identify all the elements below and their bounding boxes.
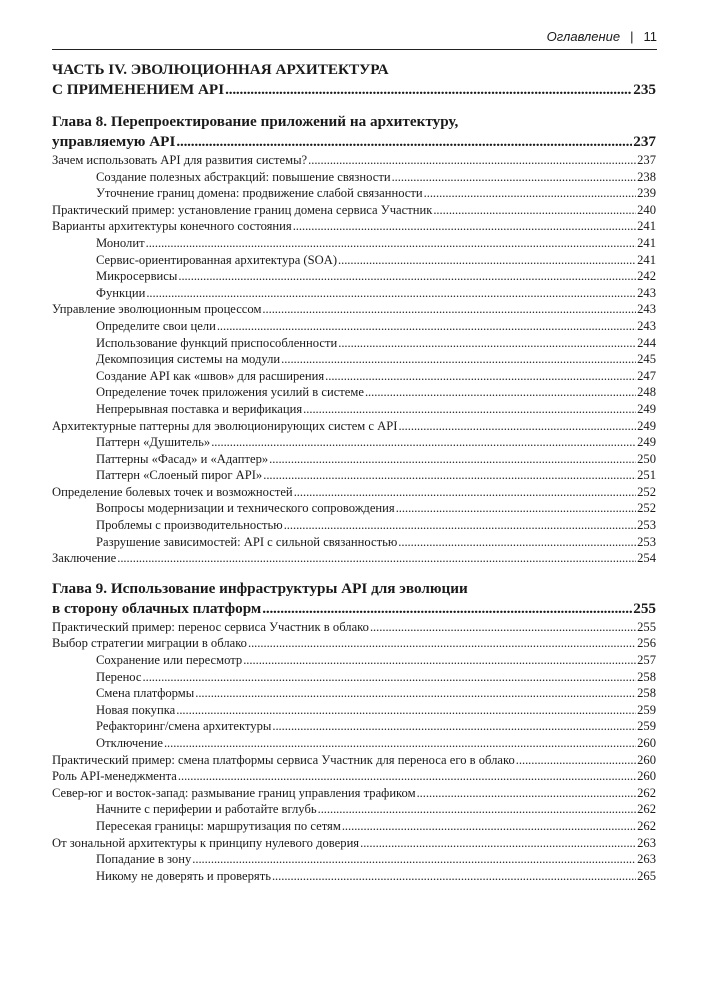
leader-dots (433, 202, 636, 219)
toc-entry-title: Уточнение границ домена: продвижение слабой связанности (96, 186, 423, 201)
leader-dots (248, 635, 636, 652)
toc-entry-page: 243 (637, 285, 656, 300)
leader-dots (272, 868, 636, 885)
toc-entry-title: Отключение (96, 736, 163, 750)
toc-entry-title: Микросервисы (96, 269, 178, 284)
toc-subentry (52, 500, 656, 517)
toc-entry-page: 260 (637, 769, 656, 784)
leader-dots (360, 835, 636, 852)
toc-entry (52, 418, 656, 435)
leader-dots (303, 401, 636, 418)
toc-entry-title: Вопросы модернизации и технического сопровождения (96, 501, 395, 516)
toc-subentry (52, 451, 656, 468)
toc-entry-title: Архитектурные паттерны для эволюционирующих систем с API (52, 418, 398, 433)
leader-dots (424, 185, 636, 202)
toc-entry-title: Роль API-менеджмента (52, 769, 177, 784)
toc-entry-page: 262 (637, 785, 656, 800)
toc-entry-title: Проблемы с производительностью (96, 518, 283, 533)
toc-entry-page: 245 (637, 352, 656, 367)
toc-entry-page: 254 (637, 551, 656, 566)
toc-subentry (52, 169, 656, 186)
toc-entry-page: 248 (637, 385, 656, 400)
toc-entry-title: Монолит (96, 235, 145, 250)
toc-subentry (52, 669, 656, 686)
toc-entry-title: Практический пример: установление границ домена сервиса Участник (52, 202, 433, 217)
toc-entry-title: Непрерывная поставка и верификация (96, 401, 303, 416)
leader-dots (325, 368, 636, 385)
chapter-9-page: 255 (633, 599, 656, 617)
toc-entry-page: 243 (637, 302, 656, 317)
toc-subentry (52, 801, 656, 818)
toc-entry-title: Паттерн «Слоеный пирог API» (96, 468, 263, 483)
toc-entry-page: 244 (637, 335, 656, 350)
toc-entry-page: 240 (637, 202, 656, 217)
toc-entry (52, 635, 656, 652)
leader-dots (146, 285, 636, 302)
toc-subentry (52, 318, 656, 335)
toc-subentry (52, 534, 656, 551)
leader-dots (338, 252, 636, 269)
toc-subentry (52, 685, 656, 702)
chapter-9-title-row (52, 599, 656, 619)
toc-entry-title: Попадание в зону (96, 852, 192, 867)
toc-subentry (52, 467, 656, 484)
leader-dots (146, 235, 637, 252)
leader-dots (178, 268, 636, 285)
leader-dots (294, 484, 636, 501)
toc-entry-page: 242 (637, 269, 656, 284)
toc-subentry (52, 335, 656, 352)
toc-entry-page: 249 (637, 401, 656, 416)
leader-dots (143, 669, 637, 686)
part-title-line1: ЧАСТЬ IV. ЭВОЛЮЦИОННАЯ АРХИТЕКТУРА (52, 61, 389, 78)
part-title-row (52, 80, 656, 100)
toc-entry-title: Заключение (52, 551, 117, 566)
leader-dots (398, 534, 636, 551)
header-page-number: 11 (643, 29, 657, 44)
toc-entry-page: 250 (637, 451, 656, 466)
chapter-9-entries (52, 619, 656, 885)
header-section-title: Оглавление (546, 29, 621, 44)
toc-entry (52, 619, 656, 636)
leader-dots (370, 619, 636, 636)
leader-dots (272, 718, 636, 735)
leader-dots (516, 752, 636, 769)
toc-entry-title: Перенос (96, 669, 142, 684)
toc-entry-title: Рефакторинг/смена архитектуры (96, 719, 272, 734)
toc-subentry (52, 252, 656, 269)
toc-subentry (52, 351, 656, 368)
leader-dots (392, 169, 637, 186)
toc-subentry (52, 818, 656, 835)
toc-entry-title: Практический пример: перенос сервиса Участник в облако (52, 619, 369, 634)
toc-entry-page: 256 (637, 636, 656, 651)
toc-subentry (52, 718, 656, 735)
leader-dots (338, 335, 636, 352)
toc-entry-title: Сервис-ориентированная архитектура (SOA) (96, 252, 338, 267)
toc-entry-page: 260 (637, 752, 656, 767)
leader-dots (308, 152, 636, 169)
toc-entry-title: Использование функций приспособленности (96, 335, 338, 350)
toc-entry-page: 262 (637, 818, 656, 833)
toc-entry-page: 259 (637, 702, 656, 717)
toc-entry-page: 258 (637, 669, 656, 684)
leader-dots (211, 434, 636, 451)
toc-subentry (52, 401, 656, 418)
toc-entry-page: 252 (637, 501, 656, 516)
toc-subentry (52, 868, 656, 885)
toc-entry (52, 835, 656, 852)
toc-subentry (52, 702, 656, 719)
toc-entry (52, 152, 656, 169)
toc-entry-page: 251 (637, 468, 656, 483)
toc-entry-page: 257 (637, 653, 656, 668)
toc-subentry (52, 268, 656, 285)
toc-subentry (52, 517, 656, 534)
toc-entry-page: 249 (637, 435, 656, 450)
toc-entry-page: 260 (637, 736, 656, 750)
part-page: 235 (633, 81, 656, 98)
header-separator: | (630, 29, 634, 44)
toc-entry-title: Определите свои цели (96, 318, 216, 333)
toc-entry (52, 768, 656, 785)
toc-entry-page: 238 (637, 169, 656, 184)
toc-entry-page: 259 (637, 719, 656, 734)
toc-entry (52, 484, 656, 501)
toc-entry-page: 265 (637, 868, 656, 883)
leader-dots (176, 132, 632, 152)
leader-dots (192, 851, 636, 868)
leader-dots (217, 318, 636, 335)
table-of-contents (52, 60, 656, 884)
toc-entry-title: Создание API как «швов» для расширения (96, 368, 325, 383)
leader-dots (176, 702, 636, 719)
leader-dots (318, 801, 637, 818)
toc-entry-page: 253 (637, 518, 656, 533)
toc-entry-title: Север-юг и восток-запад: размывание границ управления трафиком (52, 785, 416, 800)
header-rule (52, 49, 657, 50)
toc-entry-page: 241 (637, 252, 656, 267)
toc-subentry (52, 368, 656, 385)
toc-entry-title: Определение болевых точек и возможностей (52, 484, 293, 499)
toc-entry-page: 241 (637, 235, 656, 250)
leader-dots (117, 550, 636, 567)
toc-entry (52, 301, 656, 318)
toc-entry-title: Начните с периферии и работайте вглубь (96, 802, 317, 817)
chapter-8-page: 237 (633, 133, 656, 150)
toc-entry-title: Никому не доверять и проверять (96, 868, 271, 883)
chapter-8-heading (52, 112, 656, 152)
leader-dots (398, 418, 636, 435)
toc-entry-title: Варианты архитектуры конечного состояния (52, 219, 292, 234)
chapter-8-entries (52, 152, 656, 567)
leader-dots (281, 351, 636, 368)
leader-dots (269, 451, 636, 468)
chapter-9-title-line2: в сторону облачных платформ (52, 599, 262, 617)
toc-subentry (52, 285, 656, 302)
toc-entry (52, 752, 656, 769)
chapter-8-title-line2: управляемую API (52, 133, 176, 150)
toc-entry-page: 243 (637, 318, 656, 333)
leader-dots (284, 517, 636, 534)
toc-entry-title: Паттерн «Душитель» (96, 435, 211, 450)
toc-entry-page: 239 (637, 186, 656, 201)
toc-subentry (52, 235, 656, 252)
toc-entry (52, 785, 656, 802)
toc-entry-title: Зачем использовать API для развития системы? (52, 153, 308, 167)
leader-dots (178, 768, 636, 785)
leader-dots (164, 735, 636, 752)
leader-dots (263, 467, 636, 484)
toc-entry-page: 249 (637, 418, 656, 433)
toc-entry-page: 262 (637, 802, 656, 817)
toc-entry-page: 263 (637, 852, 656, 867)
toc-entry (52, 202, 656, 219)
toc-entry-page: 247 (637, 368, 656, 383)
toc-subentry (52, 735, 656, 752)
chapter-8-title-line1: Глава 8. Перепроектирование приложений на архитектуру, (52, 113, 459, 130)
leader-dots (195, 685, 636, 702)
toc-entry-page: 237 (637, 153, 656, 167)
toc-entry-title: Новая покупка (96, 702, 176, 717)
toc-subentry (52, 851, 656, 868)
toc-entry-title: Выбор стратегии миграции в облако (52, 636, 247, 651)
leader-dots (243, 652, 636, 669)
toc-subentry (52, 652, 656, 669)
toc-entry-page: 252 (637, 484, 656, 499)
leader-dots (417, 785, 637, 802)
leader-dots (342, 818, 636, 835)
toc-entry-title: Управление эволюционным процессом (52, 302, 262, 317)
toc-entry-title: Практический пример: смена платформы сервиса Участник для переноса его в облако (52, 752, 515, 767)
leader-dots (225, 80, 632, 100)
part-heading (52, 60, 656, 100)
leader-dots (262, 599, 632, 619)
toc-entry-title: Декомпозиция системы на модули (96, 352, 281, 367)
toc-entry-title: От зональной архитектуры к принципу нулевого доверия (52, 835, 360, 850)
leader-dots (262, 301, 636, 318)
toc-entry (52, 218, 656, 235)
toc-entry (52, 550, 656, 567)
chapter-8-title-row (52, 132, 656, 152)
leader-dots (365, 384, 636, 401)
running-header (52, 28, 657, 46)
leader-dots (396, 500, 636, 517)
toc-entry-title: Определение точек приложения усилий в системе (96, 385, 364, 400)
part-title-line2: С ПРИМЕНЕНИЕМ API (52, 81, 225, 98)
toc-entry-title: Разрушение зависимостей: API с сильной связанностью (96, 534, 398, 549)
toc-subentry (52, 185, 656, 202)
toc-entry-title: Паттерны «Фасад» и «Адаптер» (96, 451, 269, 466)
toc-entry-page: 263 (637, 835, 656, 850)
toc-entry-title: Смена платформы (96, 686, 195, 701)
toc-entry-title: Создание полезных абстракций: повышение связности (96, 169, 391, 184)
toc-entry-title: Функции (96, 285, 146, 300)
toc-entry-page: 241 (637, 219, 656, 234)
toc-entry-title: Сохранение или пересмотр (96, 653, 243, 668)
chapter-9-title-line1: Глава 9. Использование инфраструктуры API для эволюции (52, 579, 468, 597)
toc-entry-page: 253 (637, 534, 656, 549)
toc-entry-page: 255 (637, 619, 656, 634)
toc-subentry (52, 384, 656, 401)
toc-entry-page: 258 (637, 686, 656, 701)
toc-subentry (52, 434, 656, 451)
toc-entry-title: Пересекая границы: маршрутизация по сетям (96, 818, 341, 833)
chapter-9-heading (52, 579, 656, 619)
leader-dots (293, 218, 636, 235)
